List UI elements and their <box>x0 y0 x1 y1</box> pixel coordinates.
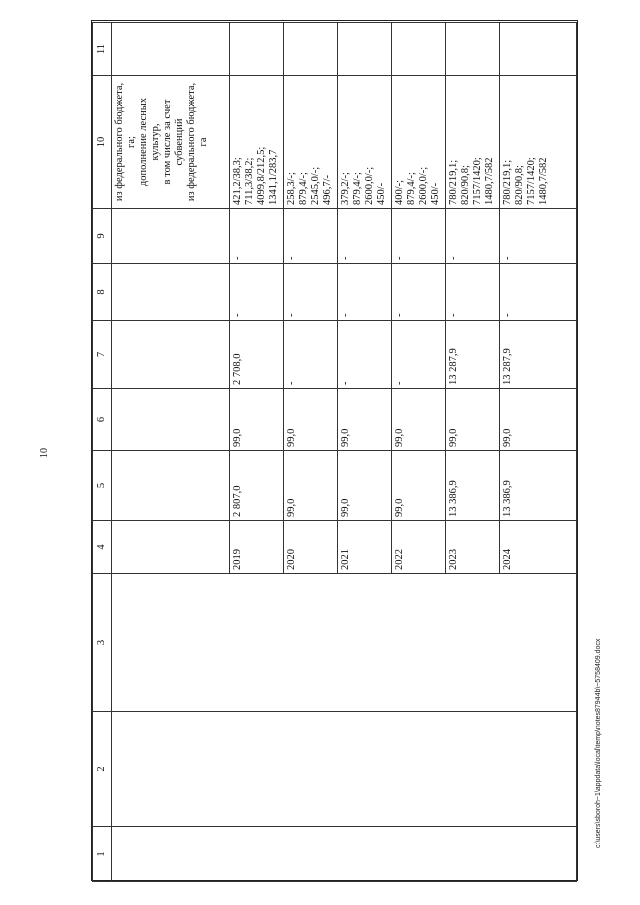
value-cell: - <box>284 209 338 264</box>
header-row <box>93 23 112 882</box>
value-cell: 99,0 <box>284 389 338 451</box>
value-cell: - <box>284 264 338 321</box>
value-cell: 99,0 <box>500 389 577 451</box>
year-cell: 2023 <box>446 521 500 574</box>
value-cell: 99,0 <box>230 389 284 451</box>
value-cell: 13 287,9 <box>446 321 500 389</box>
year-cell: 2021 <box>338 521 392 574</box>
value-cell: 99,0 <box>338 389 392 451</box>
value-cell: - <box>500 264 577 321</box>
year-cell: 2020 <box>284 521 338 574</box>
value-cell: - <box>392 209 446 264</box>
value-cell: - <box>500 209 577 264</box>
col3-cell <box>112 574 577 712</box>
empty-cell <box>338 23 392 76</box>
empty-cell <box>112 451 230 521</box>
empty-cell <box>230 23 284 76</box>
footer-file-path: c:\users\sboroh~1\appdata\local\temp\notes87944b\~5758409.docx <box>595 638 602 848</box>
value-cell: 99,0 <box>392 389 446 451</box>
empty-cell <box>500 23 577 76</box>
value-cell: - <box>338 264 392 321</box>
value-cell: 99,0 <box>446 389 500 451</box>
indicator-values-cell: 400/-; 879,4/-; 2600,0/-; 450/- <box>392 76 446 209</box>
value-cell: - <box>230 264 284 321</box>
indicator-values-cell: 780/219,1; 820/90,8; 7157/1420; 1480,7/582 <box>446 76 500 209</box>
col2-cell <box>112 712 577 827</box>
header-cell-6: 6 <box>93 389 112 451</box>
indicator-values-cell: 780/219,1; 820/90,8; 7157/1420; 1480,7/582 <box>500 76 577 209</box>
total-cell: 2 807,0 <box>230 451 284 521</box>
header-cell-5: 5 <box>93 451 112 521</box>
header-cell-4: 4 <box>93 521 112 574</box>
total-cell: 99,0 <box>338 451 392 521</box>
year-cell: 2022 <box>392 521 446 574</box>
year-cell: 2019 <box>230 521 284 574</box>
empty-cell <box>112 321 230 389</box>
value-cell: - <box>392 321 446 389</box>
indicator-values-cell: 258,3/-; 879,4/-; 2545,0/-; 496,7/- <box>284 76 338 209</box>
value-cell: - <box>446 264 500 321</box>
description-row <box>112 23 230 882</box>
indicator-description: из федерального бюджета, га; дополнение лесных культур, в том числе за счет субвенций из федерального бюджета, га <box>112 76 230 209</box>
document-sheet <box>91 20 578 881</box>
header-cell-7: 7 <box>93 321 112 389</box>
page-number: 10 <box>39 448 50 458</box>
total-cell: 13 386,9 <box>446 451 500 521</box>
value-cell: - <box>392 264 446 321</box>
empty-cell <box>112 209 230 264</box>
total-cell: 13 386,9 <box>500 451 577 521</box>
empty-cell <box>446 23 500 76</box>
value-cell: - <box>338 321 392 389</box>
header-cell-10: 10 <box>93 76 112 209</box>
empty-cell <box>112 521 230 574</box>
header-cell-11: 11 <box>93 23 112 76</box>
budget-table <box>92 22 577 882</box>
empty-cell <box>112 23 230 76</box>
total-cell: 99,0 <box>392 451 446 521</box>
header-cell-3: 3 <box>93 574 112 712</box>
value-cell: 13 287,9 <box>500 321 577 389</box>
value-cell: - <box>284 321 338 389</box>
total-cell: 99,0 <box>284 451 338 521</box>
empty-cell <box>392 23 446 76</box>
indicator-values-cell: 421,2/38,3; 711,3/38,2; 4099,8/212,5; 1341,1/283,7 <box>230 76 284 209</box>
col1-cell <box>112 827 577 882</box>
header-cell-2: 2 <box>93 712 112 827</box>
empty-cell <box>284 23 338 76</box>
value-cell: 2 708,0 <box>230 321 284 389</box>
empty-cell <box>112 264 230 321</box>
header-cell-8: 8 <box>93 264 112 321</box>
year-cell: 2024 <box>500 521 577 574</box>
header-cell-9: 9 <box>93 209 112 264</box>
value-cell: - <box>338 209 392 264</box>
rotated-table-container <box>92 21 579 882</box>
value-cell: - <box>230 209 284 264</box>
value-cell: - <box>446 209 500 264</box>
indicator-values-cell: 379,2/-; 879,4/-; 2600,0/-; 450/- <box>338 76 392 209</box>
header-cell-1: 1 <box>93 827 112 882</box>
empty-cell <box>112 389 230 451</box>
